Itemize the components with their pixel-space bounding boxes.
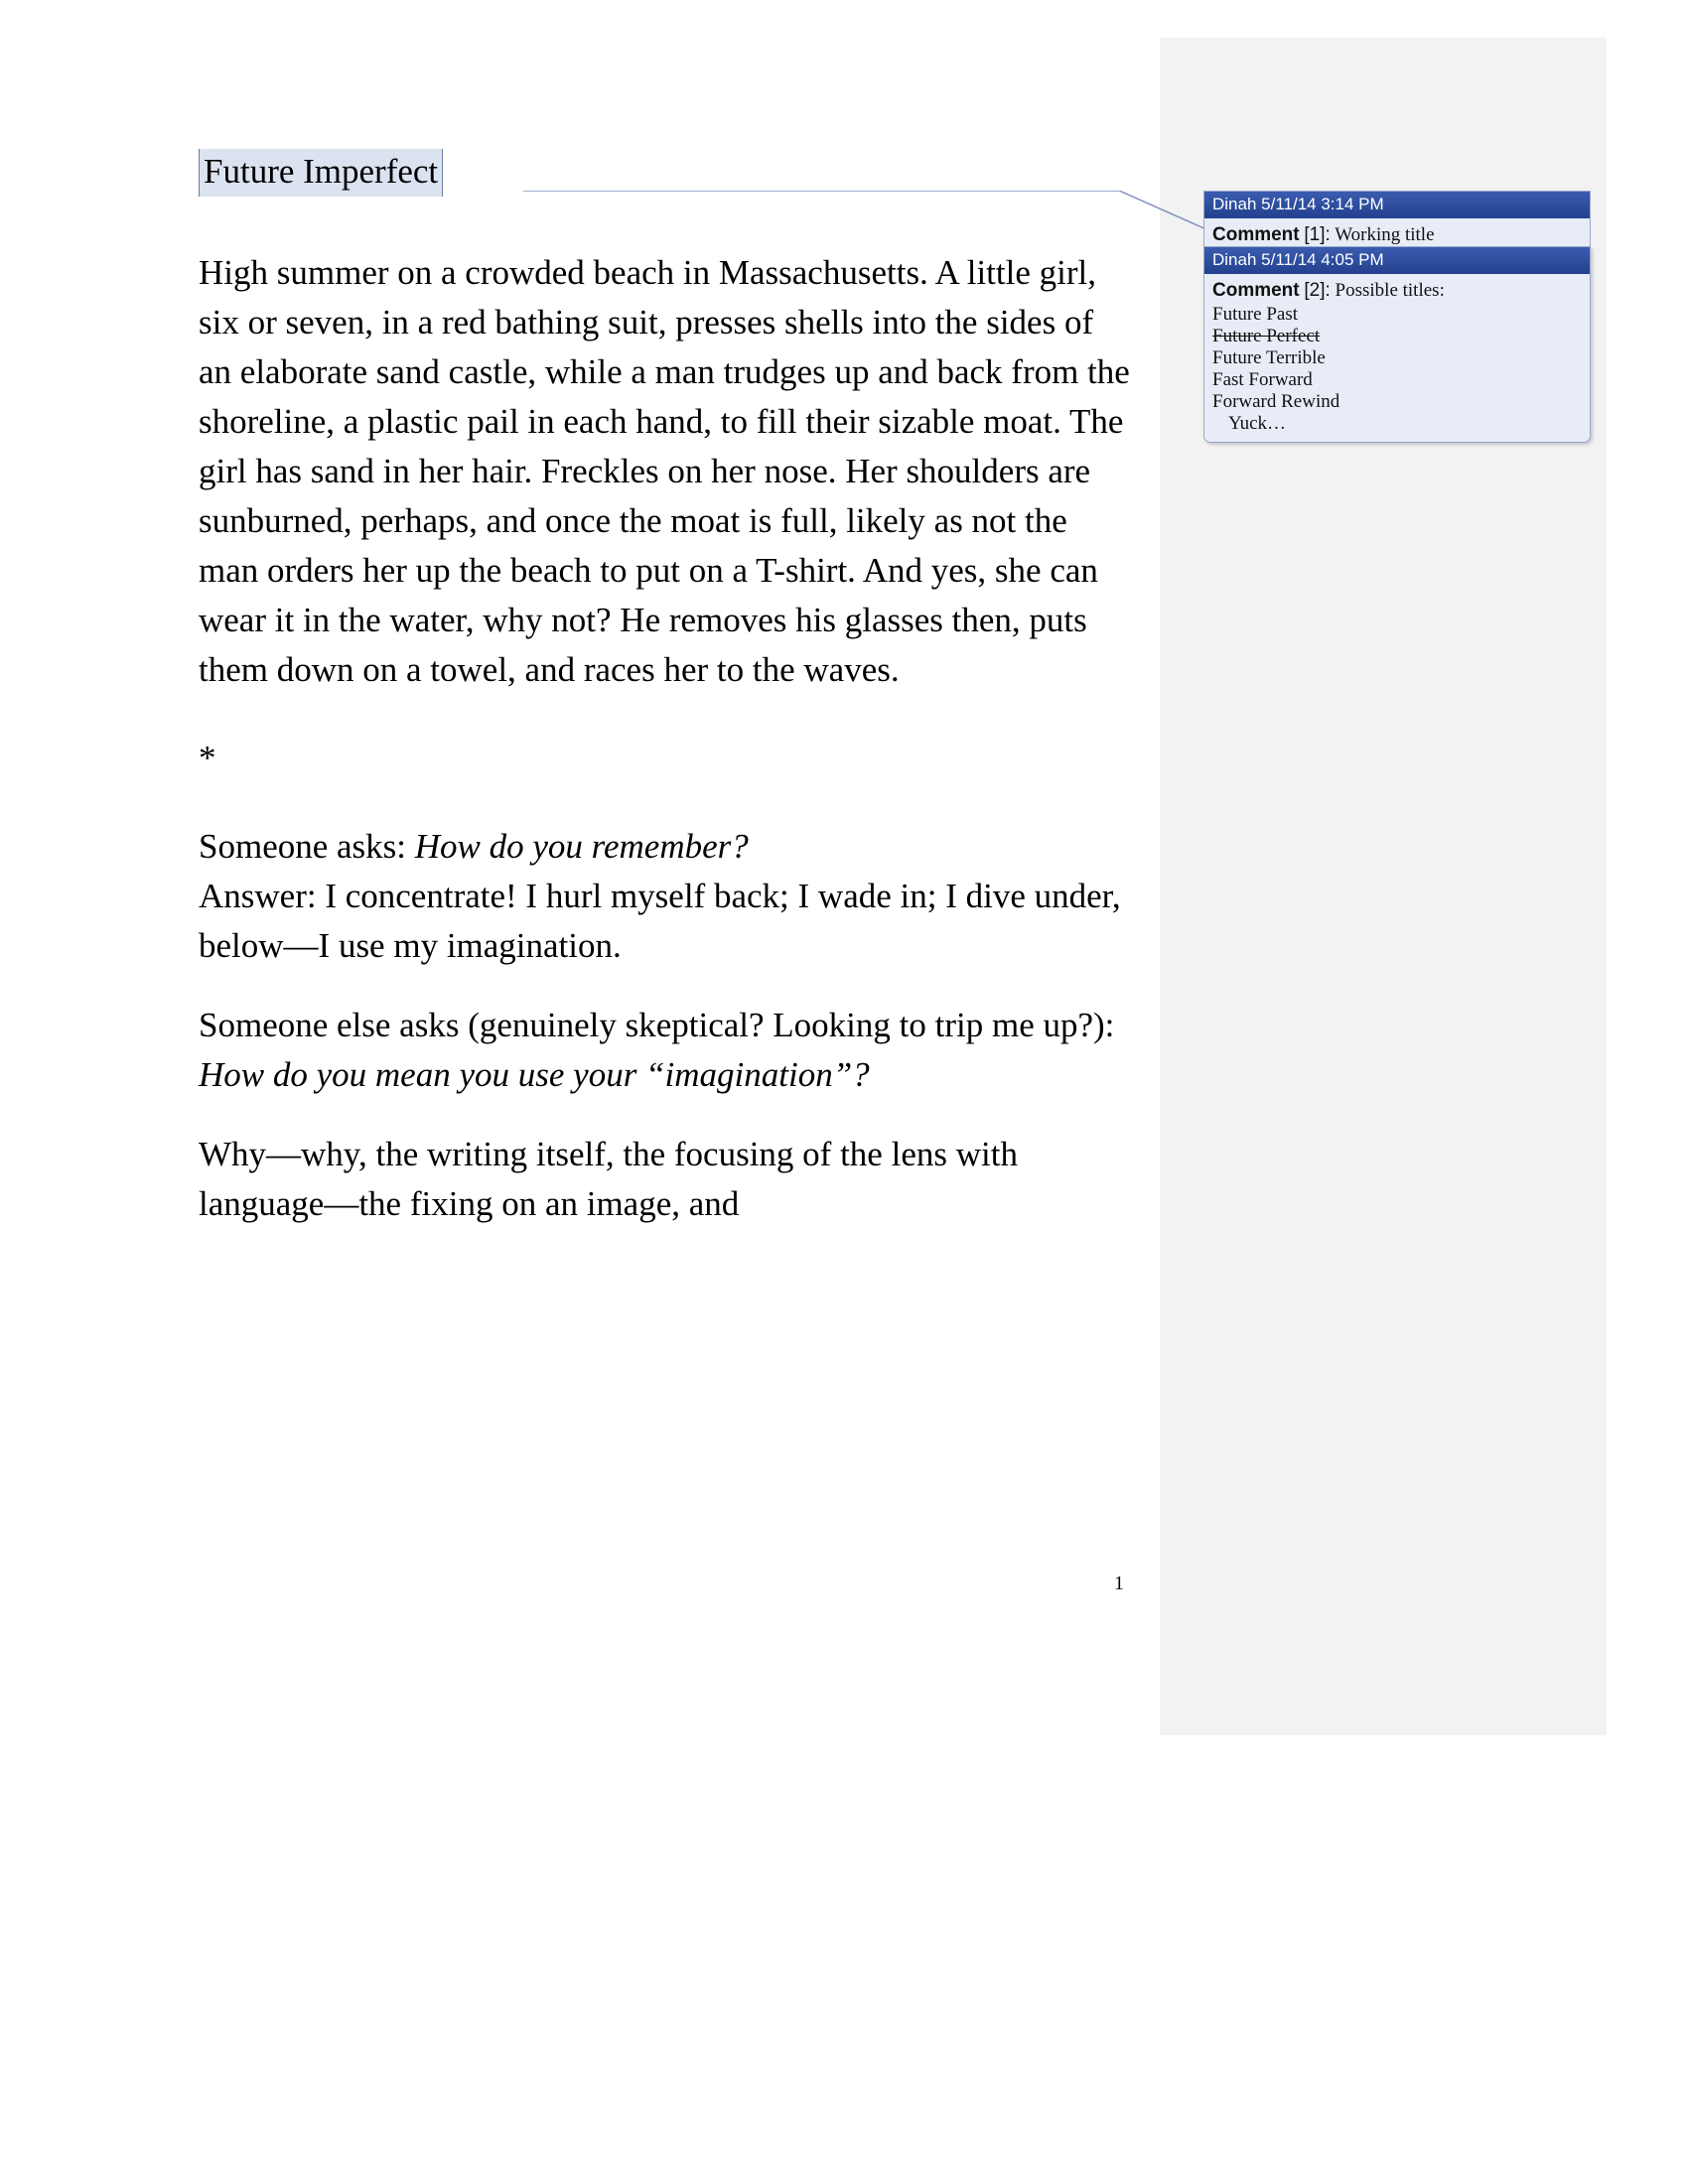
title-option: Forward Rewind [1212,391,1340,412]
title-option: Future Terrible [1212,347,1326,368]
title-option-note: Yuck… [1228,413,1287,434]
qa-prompt: Someone asks: [199,827,415,866]
comment-title-options [1212,304,1582,435]
qa-question-italic: How do you remember? [414,827,749,866]
paragraph-closing: Why—why, the writing itself, the focusing of the lens with language—the fixing on an image, and [199,1135,1018,1223]
qa-answer: Answer: I concentrate! I hurl myself back; I wade in; I dive under, below—I use my imagination. [199,877,1121,965]
section-break-asterisk: * [199,739,216,777]
spacer [199,1100,1132,1130]
page-number: 1 [1114,1572,1124,1594]
comment-index-2: [2]: [1304,280,1331,301]
skeptic-question-italic: How do you mean you use your “imagination”? [199,1055,870,1094]
comment-author-timestamp-1: Dinah 5/11/14 3:14 PM [1204,192,1590,218]
comment-line-2 [1212,279,1582,302]
comment-balloon-1[interactable] [1203,191,1591,254]
spacer [199,197,1132,248]
title-option: Future Past [1212,304,1299,325]
paragraph-skeptic [199,1001,1132,1100]
comment-label-1: Comment [1212,224,1300,245]
document-title-line [199,149,1132,197]
title-option: Fast Forward [1212,369,1313,390]
paragraph-opening: High summer on a crowded beach in Massachusetts. A little girl, six or seven, in a red bathing suit, presses shells into the sides of an elaborate sand castle, while a man trudges up and back from the shoreline, a plastic pail in each hand, to fill their sizable moat. The girl has sand in her hair. Freckles on her nose. Her shoulders are sunburned, perhaps, and once the moat is full, likely as not the man orders her up the beach to put on a T-shirt. And yes, she can wear it in the water, why not? He removes his glasses then, puts them down on a towel, and races her to the waves. [199,253,1130,689]
comment-label-2: Comment [1212,280,1300,301]
comment-balloon-2[interactable] [1203,246,1591,443]
comment-index-1: [1]: [1304,224,1331,245]
spacer [199,971,1132,1001]
comment-author-timestamp-2: Dinah 5/11/14 4:05 PM [1204,247,1590,274]
comment-text-2: Possible titles: [1335,280,1445,301]
page-title[interactable]: Future Imperfect [199,149,443,197]
comment-text-1: Working title [1335,224,1435,245]
spacer [199,695,1132,737]
document-text-area[interactable] [199,149,1132,1229]
comment-body-2 [1204,274,1590,442]
title-option-struck: Future Perfect [1212,326,1321,346]
spacer [199,780,1132,822]
skeptic-prompt: Someone else asks (genuinely skeptical? Looking to trip me up?): [199,1006,1115,1044]
paragraph-question-answer [199,822,1132,971]
